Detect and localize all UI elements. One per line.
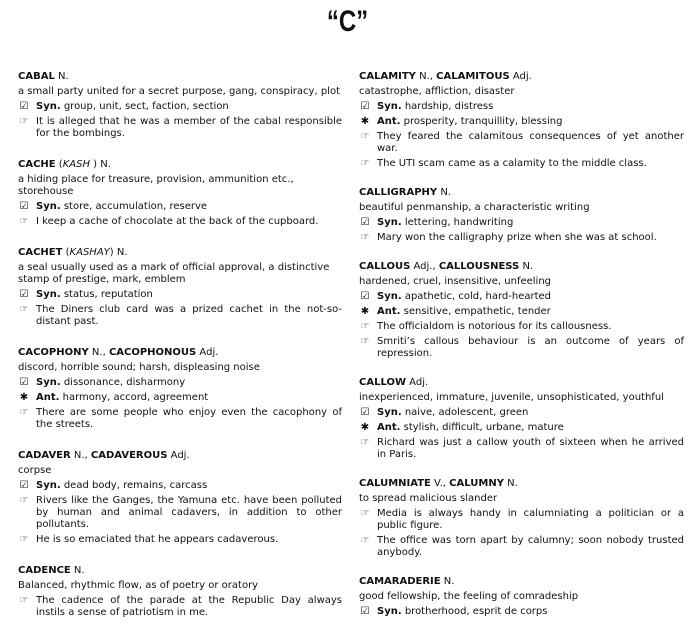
example-sentence: They feared the calamitous consequences of yet another war. <box>377 131 684 154</box>
definition: catastrophe, affliction, disaster <box>359 86 515 97</box>
synonyms-label: Syn. <box>36 201 61 212</box>
synonyms-row <box>359 217 684 229</box>
headword: CALLIGRAPHY <box>359 187 438 198</box>
asterisk-icon: ✱ <box>19 392 29 403</box>
derived-part-of-speech: Adj. <box>509 71 532 82</box>
part-of-speech: Adj. <box>406 377 429 388</box>
headword: CADAVER <box>18 450 71 461</box>
example-sentence: Rivers like the Ganges, the Yamuna etc. have been polluted by human and animal cadavers, in addition to other pollutants. <box>36 495 342 530</box>
checkbox-icon: ☑ <box>360 101 370 112</box>
pointing-hand-icon: ☞ <box>19 595 29 606</box>
derived-headword: CADAVEROUS <box>90 450 168 461</box>
synonyms-row <box>18 480 342 492</box>
antonyms-text: prosperity, tranquillity, blessing <box>403 116 563 127</box>
synonyms-text: store, accumulation, reserve <box>63 201 208 212</box>
part-of-speech: N. <box>437 187 451 198</box>
example-sentence-row <box>18 534 342 546</box>
definition: discord, horrible sound; harsh, displeasing noise <box>18 362 260 373</box>
antonyms-label: Ant. <box>377 116 401 127</box>
derived-headword: CALUMNY <box>449 478 504 489</box>
example-sentence: There are some people who enjoy even the cacophony of the streets. <box>36 407 342 430</box>
part-of-speech: N., <box>88 347 109 358</box>
part-of-speech: N., <box>415 71 437 82</box>
synonyms-row <box>359 606 684 618</box>
dictionary-entry <box>359 377 684 461</box>
pointing-hand-icon: ☞ <box>19 407 29 418</box>
headword: CABAL <box>18 71 55 82</box>
pronunciation-open: ( <box>55 159 63 170</box>
synonyms-row <box>18 101 342 113</box>
part-of-speech: ) N. <box>109 247 128 258</box>
example-sentence: It is alleged that he was a member of the cabal responsible for the bombings. <box>36 116 342 139</box>
synonyms-label: Syn. <box>377 606 402 617</box>
synonyms-text: lettering, handwriting <box>404 217 514 228</box>
example-sentence-row <box>359 535 684 559</box>
dictionary-entry <box>359 261 684 360</box>
definition: good fellowship, the feeling of comradeship <box>359 591 579 602</box>
checkbox-icon: ☑ <box>19 101 29 112</box>
checkbox-icon: ☑ <box>19 480 29 491</box>
definition: inexperienced, immature, juvenile, unsophisticated, youthful <box>359 392 664 403</box>
antonyms-row <box>359 116 684 128</box>
example-sentence-row <box>18 595 342 619</box>
synonyms-label: Syn. <box>377 217 402 228</box>
example-sentence-row <box>18 495 342 531</box>
dictionary-entry <box>359 187 684 244</box>
part-of-speech: N., <box>70 450 91 461</box>
example-sentence: The officialdom is notorious for its callousness. <box>377 321 612 332</box>
part-of-speech: N. <box>440 576 455 587</box>
synonyms-row <box>359 291 684 303</box>
synonyms-label: Syn. <box>36 480 61 491</box>
entry-headword-line <box>18 71 342 83</box>
antonyms-row <box>18 392 342 404</box>
page-title: “C” <box>326 5 369 38</box>
part-of-speech: Adj., <box>410 261 439 272</box>
antonyms-text: sensitive, empathetic, tender <box>403 306 551 317</box>
entry-headword-line <box>359 261 684 273</box>
derived-part-of-speech: N. <box>503 478 518 489</box>
example-sentence: The cadence of the parade at the Republic Day always instils a sense of patriotism in me. <box>36 595 342 618</box>
example-sentence: Mary won the calligraphy prize when she was at school. <box>377 232 657 243</box>
pointing-hand-icon: ☞ <box>360 321 370 332</box>
derived-part-of-speech: Adj. <box>167 450 190 461</box>
synonyms-label: Syn. <box>36 377 61 388</box>
entry-headword-line <box>18 247 342 259</box>
entry-headword-line <box>359 187 684 199</box>
antonyms-text: harmony, accord, agreement <box>62 392 209 403</box>
antonyms-row <box>359 422 684 434</box>
synonyms-text: naive, adolescent, green <box>404 407 529 418</box>
left-column <box>18 71 342 638</box>
pointing-hand-icon: ☞ <box>360 232 370 243</box>
derived-part-of-speech: N. <box>519 261 534 272</box>
checkbox-icon: ☑ <box>360 291 370 302</box>
example-sentence: I keep a cache of chocolate at the back of the cupboard. <box>36 216 319 227</box>
asterisk-icon: ✱ <box>360 422 370 433</box>
pointing-hand-icon: ☞ <box>19 216 29 227</box>
dictionary-entry <box>18 247 342 328</box>
asterisk-icon: ✱ <box>360 116 370 127</box>
example-sentence-row <box>18 116 342 140</box>
example-sentence-row <box>359 232 684 244</box>
headword: CALLOUS <box>359 261 411 272</box>
headword: CADENCE <box>18 565 71 576</box>
example-sentence: Media is always handy in calumniating a politician or a public figure. <box>377 508 684 531</box>
pointing-hand-icon: ☞ <box>360 535 370 546</box>
dictionary-entry <box>359 478 684 559</box>
example-sentence-row <box>359 508 684 532</box>
headword: CALLOW <box>359 377 406 388</box>
antonyms-label: Ant. <box>377 306 401 317</box>
pronunciation: KASH <box>62 159 90 170</box>
pointing-hand-icon: ☞ <box>19 495 29 506</box>
synonyms-row <box>18 289 342 301</box>
pronunciation: KASHAY <box>69 247 110 258</box>
synonyms-text: status, reputation <box>63 289 153 300</box>
derived-headword: CALAMITOUS <box>436 71 510 82</box>
dictionary-entry <box>359 71 684 170</box>
synonyms-text: apathetic, cold, hard-hearted <box>404 291 552 302</box>
part-of-speech: V., <box>430 478 450 489</box>
pointing-hand-icon: ☞ <box>360 158 370 169</box>
asterisk-icon: ✱ <box>360 306 370 317</box>
synonyms-label: Syn. <box>377 407 402 418</box>
synonyms-label: Syn. <box>377 291 402 302</box>
example-sentence: He is so emaciated that he appears cadaverous. <box>36 534 279 545</box>
pointing-hand-icon: ☞ <box>360 508 370 519</box>
definition: a small party united for a secret purpose, gang, conspiracy, plot <box>18 86 340 97</box>
definition: a seal usually used as a mark of official approval, a distinctive stamp of prestige, mark, emblem <box>18 262 330 285</box>
entry-headword-line <box>18 347 342 359</box>
example-sentence-row <box>18 407 342 431</box>
example-sentence-row <box>359 336 684 360</box>
example-sentence: Richard was just a callow youth of sixteen when he arrived in Paris. <box>377 437 684 460</box>
entry-headword-line <box>359 478 684 490</box>
headword: CAMARADERIE <box>359 576 441 587</box>
definition: beautiful penmanship, a characteristic writing <box>359 202 590 213</box>
derived-headword: CALLOUSNESS <box>438 261 520 272</box>
pointing-hand-icon: ☞ <box>19 304 29 315</box>
example-sentence-row <box>359 158 684 170</box>
definition: a hiding place for treasure, provision, ammunition etc., storehouse <box>18 174 294 197</box>
synonyms-text: dissonance, disharmony <box>63 377 186 388</box>
entry-headword-line <box>18 450 342 462</box>
synonyms-label: Syn. <box>36 101 61 112</box>
example-sentence-row <box>18 304 342 328</box>
pointing-hand-icon: ☞ <box>360 437 370 448</box>
dictionary-entry <box>18 347 342 431</box>
right-column <box>359 71 684 635</box>
headword: CACHET <box>18 247 63 258</box>
dictionary-entry <box>18 565 342 619</box>
antonyms-label: Ant. <box>36 392 60 403</box>
synonyms-text: group, unit, sect, faction, section <box>63 101 229 112</box>
antonyms-text: stylish, difficult, urbane, mature <box>403 422 564 433</box>
entry-headword-line <box>359 71 684 83</box>
entry-headword-line <box>359 576 684 588</box>
definition: Balanced, rhythmic flow, as of poetry or oratory <box>18 580 259 591</box>
example-sentence: The UTI scam came as a calamity to the middle class. <box>377 158 647 169</box>
antonyms-row <box>359 306 684 318</box>
dictionary-entry <box>18 450 342 546</box>
synonyms-row <box>18 201 342 213</box>
checkbox-icon: ☑ <box>360 606 370 617</box>
derived-headword: CACOPHONOUS <box>108 347 197 358</box>
part-of-speech: N. <box>54 71 69 82</box>
definition: hardened, cruel, insensitive, unfeeling <box>359 276 552 287</box>
checkbox-icon: ☑ <box>19 289 29 300</box>
headword: CACHE <box>18 159 56 170</box>
antonyms-label: Ant. <box>377 422 401 433</box>
synonyms-row <box>18 377 342 389</box>
example-sentence-row <box>359 437 684 461</box>
example-sentence: Smriti’s callous behaviour is an outcome of years of repression. <box>377 336 684 359</box>
example-sentence: The office was torn apart by calumny; soon nobody trusted anybody. <box>377 535 684 558</box>
pronunciation-open: ( <box>62 247 70 258</box>
part-of-speech: N. <box>70 565 85 576</box>
entry-headword-line <box>18 159 342 171</box>
synonyms-text: dead body, remains, carcass <box>63 480 208 491</box>
headword: CACOPHONY <box>18 347 89 358</box>
pointing-hand-icon: ☞ <box>360 336 370 347</box>
checkbox-icon: ☑ <box>360 217 370 228</box>
entry-headword-line <box>359 377 684 389</box>
pointing-hand-icon: ☞ <box>19 116 29 127</box>
example-sentence: The Diners club card was a prized cachet in the not-so-distant past. <box>36 304 342 327</box>
example-sentence-row <box>18 216 342 228</box>
synonyms-label: Syn. <box>36 289 61 300</box>
dictionary-entry <box>18 159 342 228</box>
dictionary-entry <box>359 576 684 618</box>
example-sentence-row <box>359 321 684 333</box>
pointing-hand-icon: ☞ <box>360 131 370 142</box>
headword: CALUMNIATE <box>359 478 431 489</box>
synonyms-row <box>359 407 684 419</box>
synonyms-row <box>359 101 684 113</box>
dictionary-entry <box>18 71 342 140</box>
synonyms-label: Syn. <box>377 101 402 112</box>
headword: CALAMITY <box>359 71 416 82</box>
checkbox-icon: ☑ <box>19 377 29 388</box>
entry-headword-line <box>18 565 342 577</box>
synonyms-text: brotherhood, esprit de corps <box>404 606 548 617</box>
definition: corpse <box>18 465 52 476</box>
part-of-speech: ) N. <box>89 159 111 170</box>
checkbox-icon: ☑ <box>360 407 370 418</box>
derived-part-of-speech: Adj. <box>196 347 219 358</box>
synonyms-text: hardship, distress <box>404 101 494 112</box>
example-sentence-row <box>359 131 684 155</box>
checkbox-icon: ☑ <box>19 201 29 212</box>
definition: to spread malicious slander <box>359 493 498 504</box>
pointing-hand-icon: ☞ <box>19 534 29 545</box>
